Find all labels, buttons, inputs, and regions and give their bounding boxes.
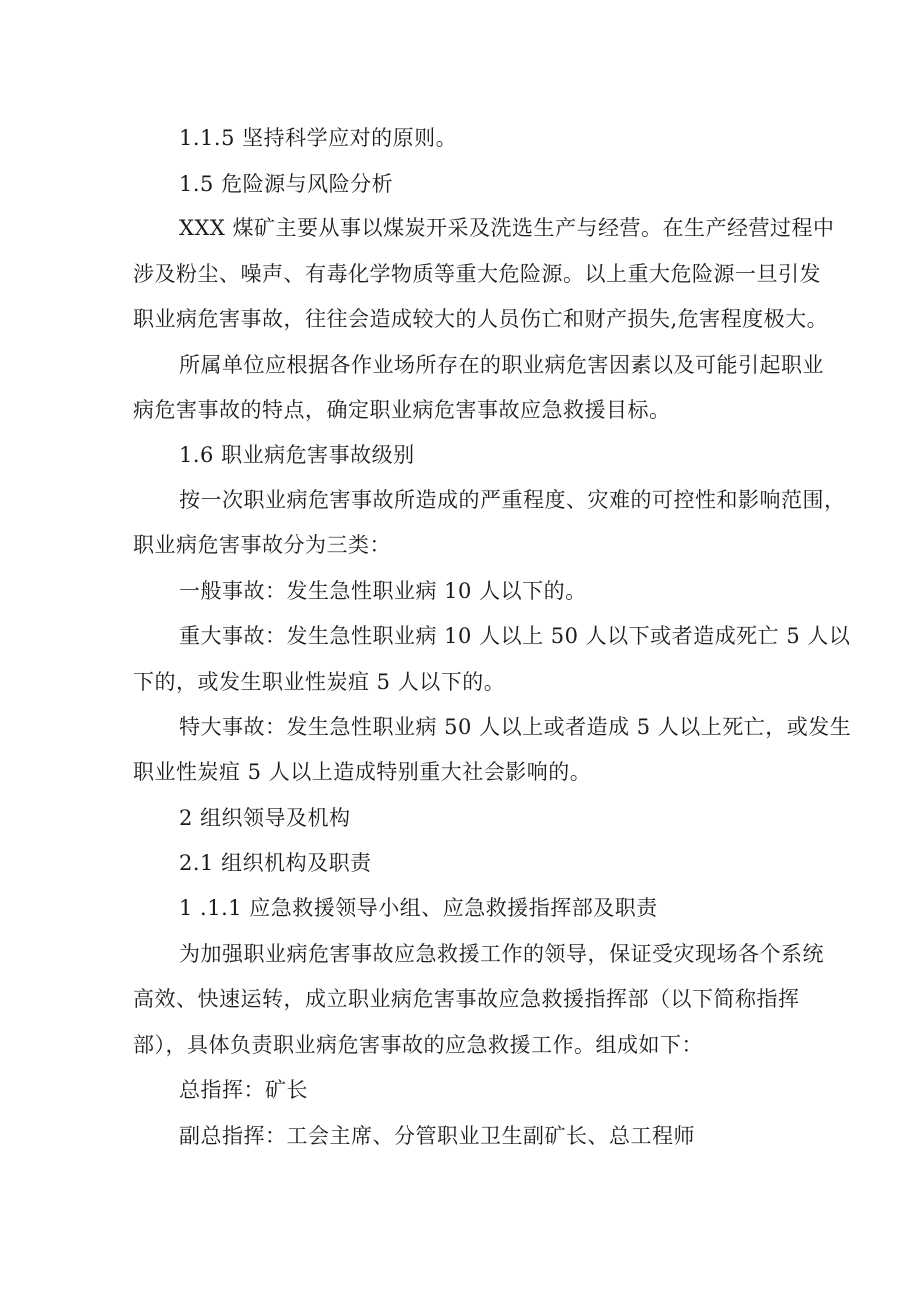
paragraph-line: 为加强职业病危害事故应急救援工作的领导，保证受灾现场各个系统 — [179, 942, 824, 966]
paragraph-line: 职业病危害事故，往往会造成较大的人员伤亡和财产损失,危害程度极大。 — [133, 307, 829, 331]
heading-1-1-5: 1.1.5 坚持科学应对的原则。 — [179, 126, 458, 150]
paragraph-line: XXX 煤矿主要从事以煤炭开采及洗选生产与经营。在生产经营过程中 — [179, 216, 835, 240]
heading-1-5: 1.5 危险源与风险分析 — [179, 172, 394, 196]
paragraph-line: 职业病危害事故分为三类： — [133, 533, 391, 557]
paragraph-line: 特大事故：发生急性职业病 50 人以上或者造成 5 人以上死亡，或发生 — [179, 715, 852, 739]
paragraph-line: 职业性炭疽 5 人以上造成特别重大社会影响的。 — [133, 760, 592, 784]
paragraph-line: 按一次职业病危害事故所造成的严重程度、灾难的可控性和影响范围， — [179, 488, 846, 512]
heading-2: 2 组织领导及机构 — [179, 806, 351, 830]
paragraph-line: 一般事故：发生急性职业病 10 人以下的。 — [179, 579, 587, 603]
heading-1-1-1: 1 .1.1 应急救援领导小组、应急救援指挥部及职责 — [179, 896, 658, 920]
paragraph-line: 涉及粉尘、噪声、有毒化学物质等重大危险源。以上重大危险源一旦引发 — [133, 262, 821, 286]
paragraph-line: 总指挥：矿长 — [179, 1078, 308, 1102]
paragraph-line: 下的，或发生职业性炭疽 5 人以下的。 — [133, 670, 506, 694]
paragraph-line: 所属单位应根据各作业场所存在的职业病危害因素以及可能引起职业 — [179, 353, 824, 377]
heading-2-1: 2.1 组织机构及职责 — [179, 851, 372, 875]
paragraph-line: 高效、快速运转，成立职业病危害事故应急救援指挥部（以下简称指挥 — [133, 987, 800, 1011]
paragraph-line: 副总指挥：工会主席、分管职业卫生副矿长、总工程师 — [179, 1124, 695, 1148]
heading-1-6: 1.6 职业病危害事故级别 — [179, 443, 415, 467]
paragraph-line: 病危害事故的特点，确定职业病危害事故应急救援目标。 — [133, 398, 671, 422]
paragraph-line: 重大事故：发生急性职业病 10 人以上 50 人以下或者造成死亡 5 人以 — [179, 624, 851, 648]
paragraph-line: 部），具体负责职业病危害事故的应急救援工作。组成如下： — [133, 1033, 703, 1057]
